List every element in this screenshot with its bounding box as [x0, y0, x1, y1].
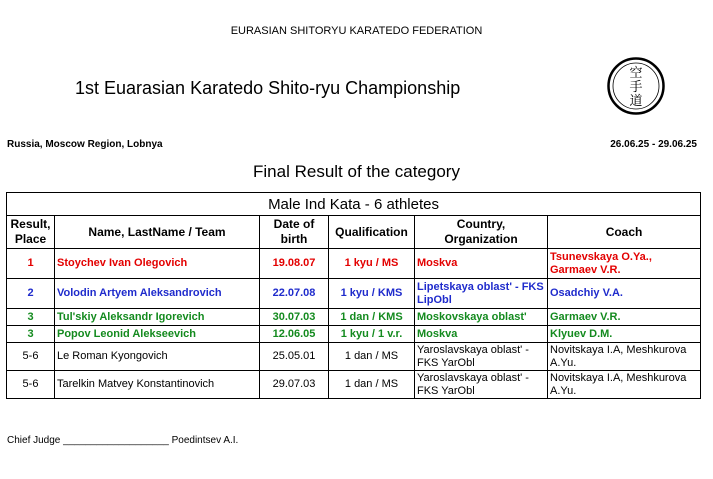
event-dates: 26.06.25 - 29.06.25	[610, 139, 697, 150]
birth-date-cell: 30.07.03	[260, 309, 329, 326]
header-row	[7, 216, 701, 249]
coach-cell: Garmaev V.R.	[548, 309, 701, 326]
birth-date-cell: 29.07.03	[260, 371, 329, 399]
table-row	[7, 343, 701, 371]
result-place-cell: 3	[7, 309, 55, 326]
athlete-name-cell: Tarelkin Matvey Konstantinovich	[55, 371, 260, 399]
category-label: Male Ind Kata - 6 athletes	[7, 193, 701, 216]
chief-judge-name: Poedintsev A.I.	[171, 435, 239, 446]
qualification-cell: 1 kyu / KMS	[329, 279, 415, 309]
birth-date-cell: 19.08.07	[260, 249, 329, 279]
coach-cell: Novitskaya I.A, Meshkurova A.Yu.	[548, 371, 701, 399]
athlete-name-cell: Le Roman Kyongovich	[55, 343, 260, 371]
result-place-cell: 5-6	[7, 343, 55, 371]
coach-cell: Tsunevskaya O.Ya., Garmaev V.R.	[548, 249, 701, 279]
organization-cell: Yaroslavskaya oblast' - FKS YarObl	[415, 371, 548, 399]
category-row	[7, 193, 701, 216]
logo-char-2: 手	[629, 80, 643, 95]
table-row	[7, 279, 701, 309]
qualification-cell: 1 dan / MS	[329, 371, 415, 399]
qualification-cell: 1 kyu / MS	[329, 249, 415, 279]
qualification-cell: 1 dan / KMS	[329, 309, 415, 326]
federation-name: EURASIAN SHITORYU KARATEDO FEDERATION	[230, 25, 483, 37]
birth-date-cell: 25.05.01	[260, 343, 329, 371]
col-header-name: Name, LastName / Team	[55, 216, 260, 249]
qualification-cell: 1 kyu / 1 v.r.	[329, 326, 415, 343]
athlete-name-cell: Volodin Artyem Aleksandrovich	[55, 279, 260, 309]
result-place-cell: 2	[7, 279, 55, 309]
signature-line: ___________________	[63, 435, 169, 446]
final-result-title: Final Result of the category	[253, 162, 460, 181]
event-location: Russia, Moscow Region, Lobnya	[7, 139, 163, 150]
birth-date-cell: 22.07.08	[260, 279, 329, 309]
athlete-name-cell: Popov Leonid Alekseevich	[55, 326, 260, 343]
col-header-birth: Date of birth	[260, 216, 329, 249]
col-header-organization: Country, Organization	[415, 216, 548, 249]
qualification-cell: 1 dan / MS	[329, 343, 415, 371]
results-table	[6, 192, 701, 399]
coach-cell: Klyuev D.M.	[548, 326, 701, 343]
coach-cell: Novitskaya I.A, Meshkurova A.Yu.	[548, 343, 701, 371]
championship-title: 1st Euarasian Karatedo Shito-ryu Championship	[75, 78, 461, 98]
result-place-cell: 3	[7, 326, 55, 343]
organization-cell: Yaroslavskaya oblast' - FKS YarObl	[415, 343, 548, 371]
table-row	[7, 249, 701, 279]
col-header-place: Result, Place	[7, 216, 55, 249]
col-header-coach: Coach	[548, 216, 701, 249]
organization-cell: Moskva	[415, 249, 548, 279]
organization-cell: Moskovskaya oblast'	[415, 309, 548, 326]
table-row	[7, 309, 701, 326]
organization-cell: Moskva	[415, 326, 548, 343]
organization-cell: Lipetskaya oblast' - FKS LipObl	[415, 279, 548, 309]
athlete-name-cell: Tul'skiy Aleksandr Igorevich	[55, 309, 260, 326]
table-row	[7, 326, 701, 343]
karatedo-logo	[607, 57, 665, 115]
result-place-cell: 1	[7, 249, 55, 279]
result-place-cell: 5-6	[7, 371, 55, 399]
athlete-name-cell: Stoychev Ivan Olegovich	[55, 249, 260, 279]
logo-char-1: 空	[629, 66, 643, 81]
birth-date-cell: 12.06.05	[260, 326, 329, 343]
coach-cell: Osadchiy V.A.	[548, 279, 701, 309]
table-row	[7, 371, 701, 399]
chief-judge-line	[7, 435, 238, 446]
chief-judge-label: Chief Judge	[7, 435, 61, 446]
col-header-qualification: Qualification	[329, 216, 415, 249]
logo-char-3: 道	[629, 94, 643, 109]
